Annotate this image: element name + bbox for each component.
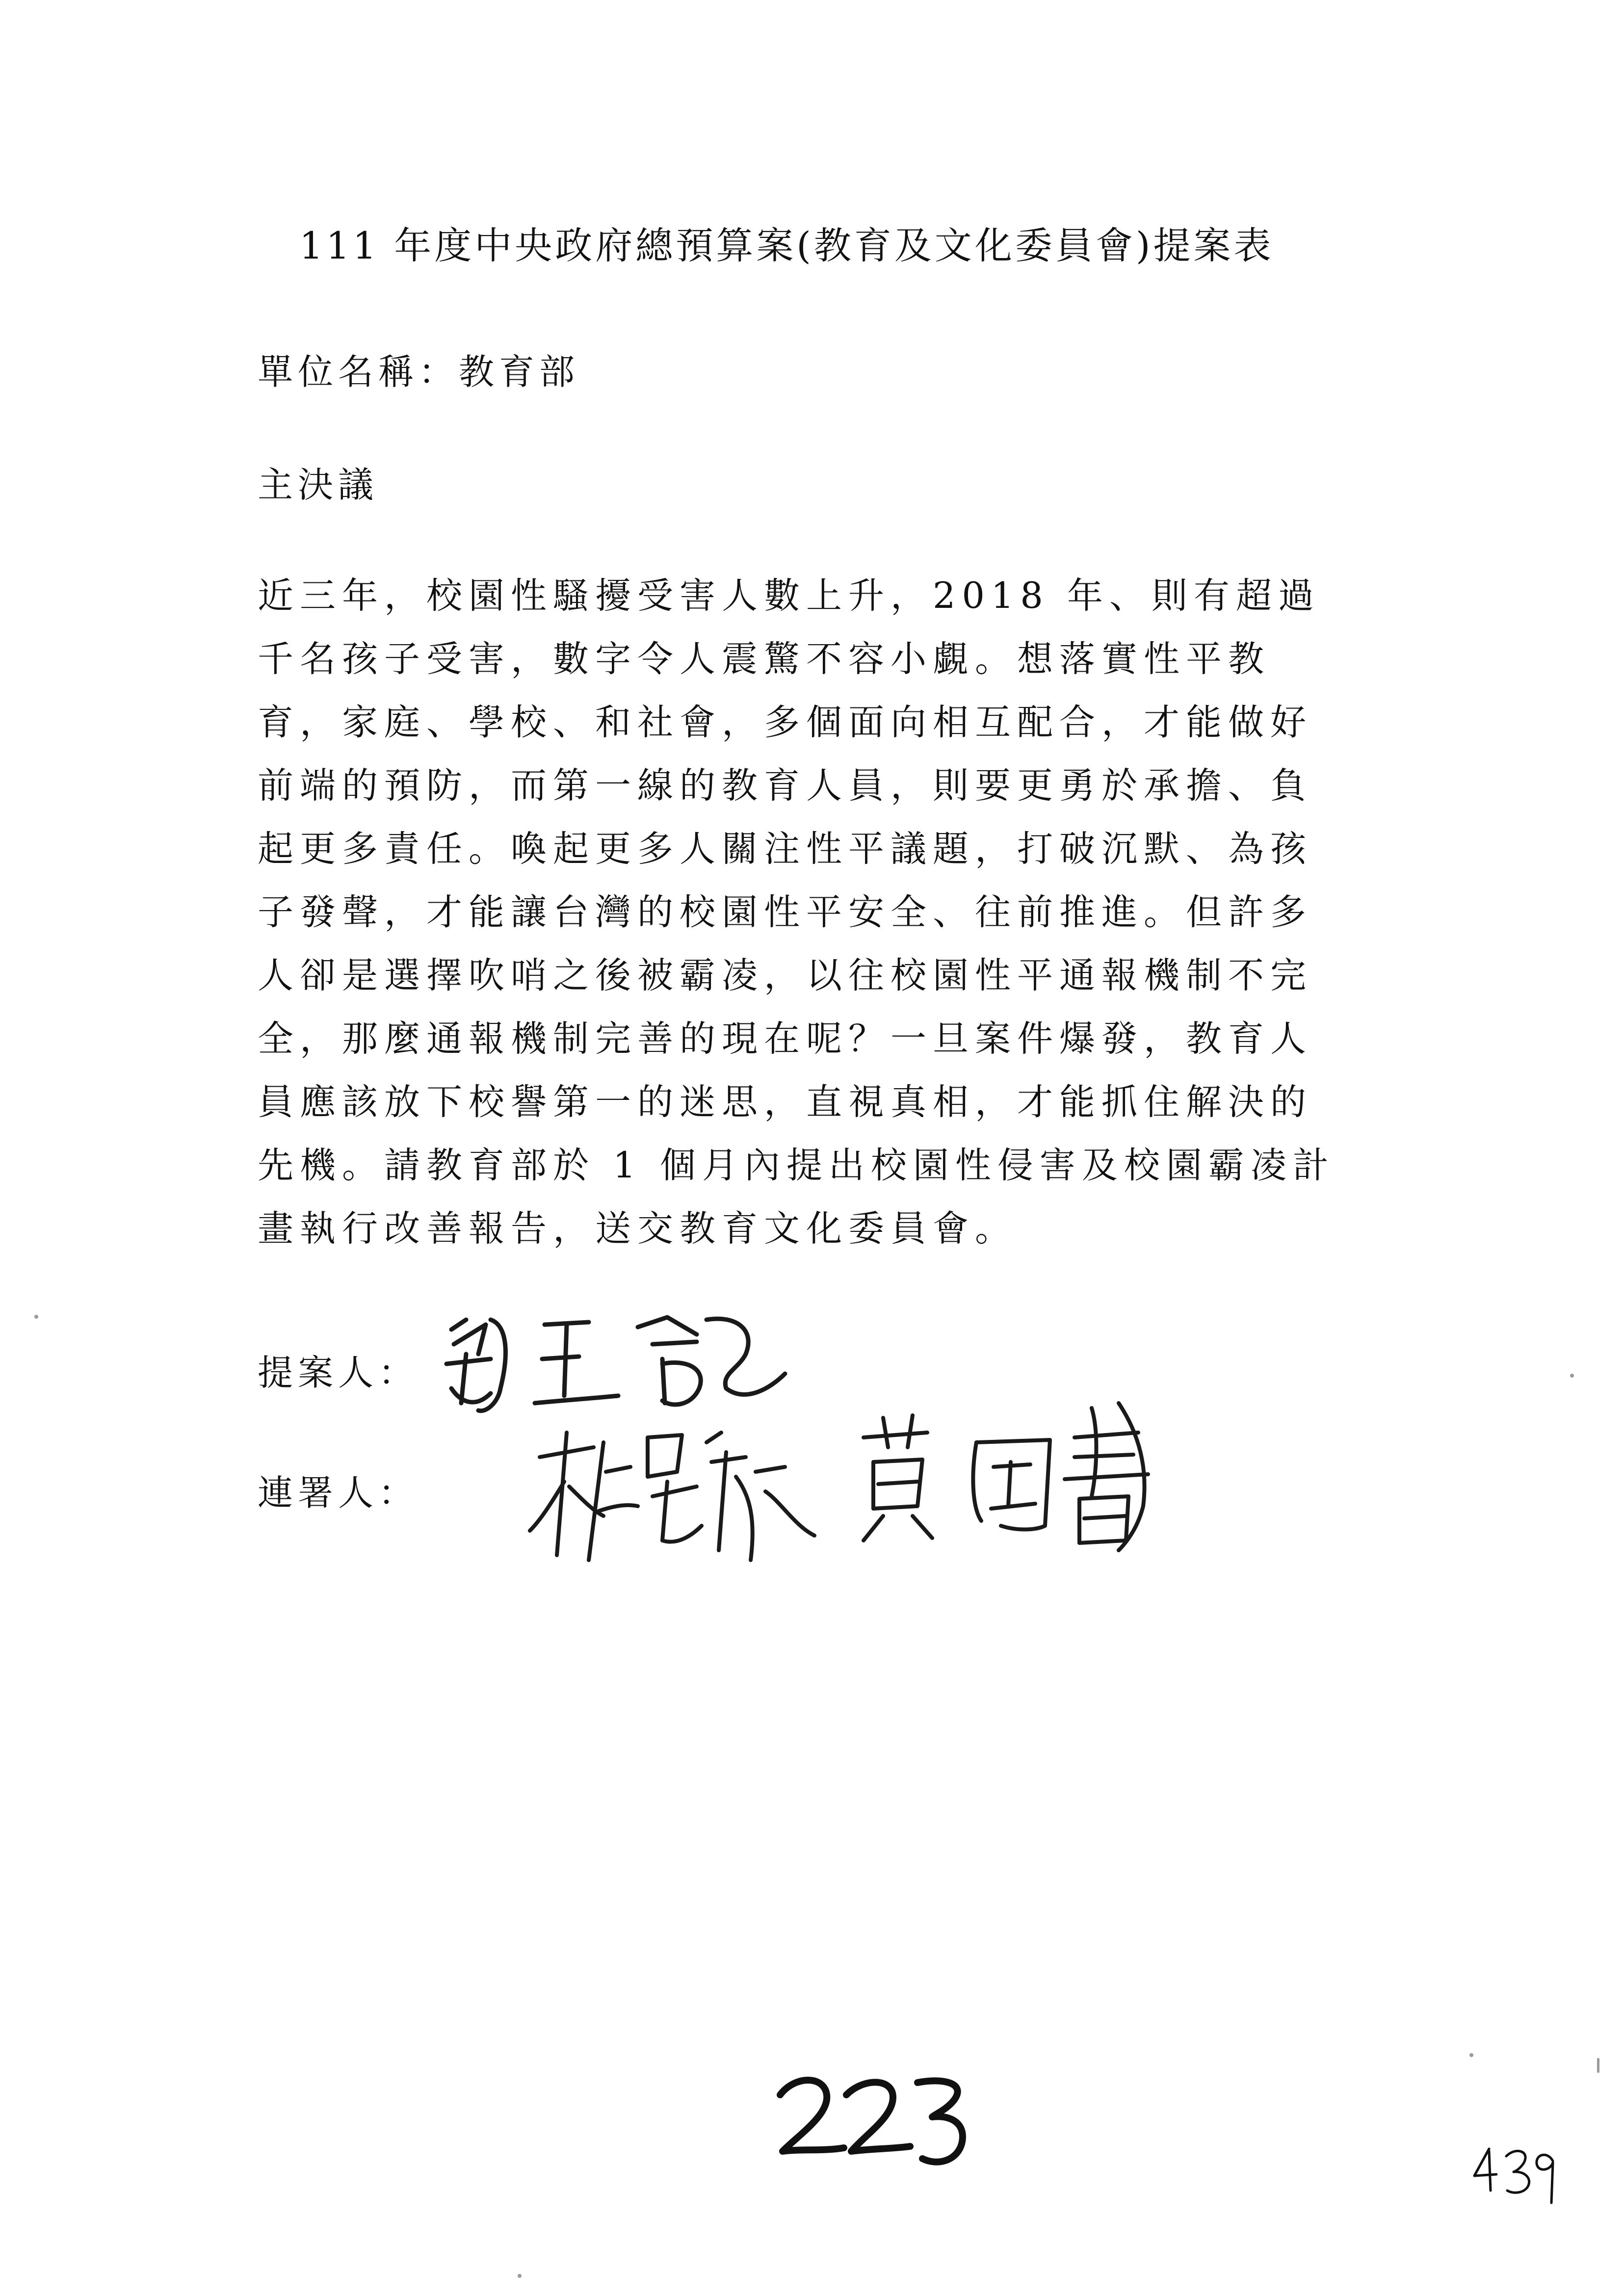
scan-speck	[34, 1315, 38, 1319]
scan-speck	[1570, 1374, 1574, 1378]
body-line: 子發聲，才能讓台灣的校園性平安全、往前推進。但許多	[258, 891, 1312, 933]
unit-name: 單位名稱：教育部	[258, 351, 580, 392]
page-title: 111 年度中央政府總預算案(教育及文化委員會)提案表	[299, 224, 1274, 267]
body-line: 畫執行改善報告，送交教育文化委員會。	[258, 1208, 1017, 1250]
body-line: 員應該放下校譽第一的迷思，直視真相，才能抓住解決的	[258, 1081, 1312, 1123]
body-line: 千名孩子受害，數字令人震驚不容小覷。想落實性平教	[258, 638, 1270, 680]
handwritten-page-number-439	[1467, 2144, 1565, 2208]
body-line: 先機。請教育部於 1 個月內提出校園性侵害及校園霸凌計	[258, 1145, 1335, 1186]
cosigner-signature-2	[844, 1393, 1197, 1560]
cosigner-signature-1	[520, 1413, 824, 1575]
handwritten-page-number-223	[760, 2061, 996, 2178]
body-line: 育，家庭、學校、和社會，多個面向相互配合，才能做好	[258, 702, 1312, 743]
body-line: 全，那麼通報機制完善的現在呢？一旦案件爆發，教育人	[258, 1018, 1312, 1060]
body-line: 起更多責任。喚起更多人關注性平議題，打破沉默、為孩	[258, 828, 1312, 870]
body-line: 人卻是選擇吹哨之後被霸凌，以往校園性平通報機制不完	[258, 955, 1312, 996]
body-line: 近三年，校園性騷擾受害人數上升，2018 年、則有超過	[258, 575, 1320, 617]
cosigner-label: 連署人：	[258, 1472, 419, 1513]
proposer-label: 提案人：	[258, 1352, 419, 1393]
scan-speck	[518, 2274, 522, 2278]
body-line: 前端的預防，而第一線的教育人員，則要更勇於承擔、負	[258, 765, 1312, 807]
resolution-heading: 主決議	[258, 464, 379, 505]
resolution-body	[258, 564, 1391, 1260]
scan-speck	[1469, 2053, 1473, 2057]
scan-speck	[1597, 2058, 1599, 2073]
